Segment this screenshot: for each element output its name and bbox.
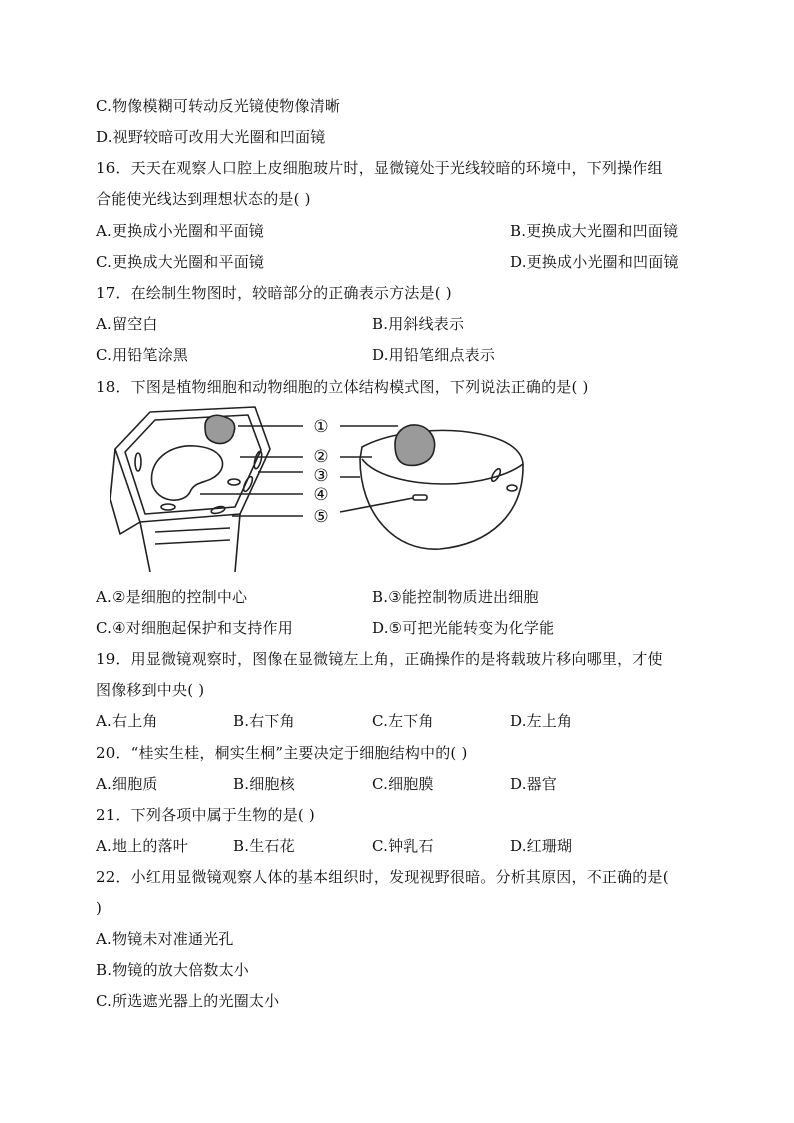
q17-option-c: C.用铅笔涂黑 (96, 346, 189, 364)
q21-option-c: C.钟乳石 (372, 837, 434, 855)
plant-nucleus (205, 415, 235, 443)
plant-vacuole (151, 446, 222, 500)
q21-option-a: A.地上的落叶 (96, 837, 189, 855)
q18-stem: 18．下图是植物细胞和动物细胞的立体结构模式图，下列说法正确的是( ) (96, 378, 589, 396)
q18-option-d: D.⑤可把光能转变为化学能 (372, 619, 555, 637)
q21-stem: 21．下列各项中属于生物的是( ) (96, 806, 315, 824)
q21-option-b: B.生石花 (233, 837, 295, 855)
q18-option-c: C.④对细胞起保护和支持作用 (96, 619, 293, 637)
plant-cell-wall-side (140, 514, 240, 572)
q18-option-a: A.②是细胞的控制中心 (96, 588, 248, 606)
label-2: ② (313, 447, 329, 467)
q16-option-d: D.更换成小光圈和凹面镜 (510, 253, 679, 271)
q22-stem-line1: 22．小红用显微镜观察人体的基本组织时，发现视野很暗。分析其原因，不正确的是( (96, 868, 669, 886)
prev-option-d: D.视野较暗可改用大光圈和凹面镜 (96, 128, 326, 146)
q17-stem: 17．在绘制生物图时，较暗部分的正确表示方法是( ) (96, 284, 452, 302)
q16-stem-line2: 合能使光线达到理想状态的是( ) (96, 190, 311, 208)
q19-option-c: C.左下角 (372, 712, 434, 730)
label-5: ⑤ (313, 507, 329, 527)
plant-chloroplast-4 (161, 504, 175, 510)
q17-option-d: D.用铅笔细点表示 (372, 346, 496, 364)
q19-stem-line2: 图像移到中央( ) (96, 681, 205, 699)
q18-option-b: B.③能控制物质进出细胞 (372, 588, 539, 606)
plant-chloroplast-3 (242, 475, 254, 492)
animal-organelle-3 (413, 495, 427, 500)
q20-option-b: B.细胞核 (233, 775, 295, 793)
q22-option-c: C.所选遮光器上的光圈太小 (96, 992, 280, 1010)
q16-option-c: C.更换成大光圈和平面镜 (96, 253, 265, 271)
q16-stem-line1: 16．天天在观察人口腔上皮细胞玻片时，显微镜处于光线较暗的环境中，下列操作组 (96, 159, 663, 177)
q19-option-d: D.左上角 (510, 712, 573, 730)
animal-cell-body (360, 430, 523, 549)
cell-structure-figure (110, 404, 550, 574)
q22-option-b: B.物镜的放大倍数太小 (96, 961, 249, 979)
label-3: ③ (313, 466, 329, 486)
q21-option-d: D.红珊瑚 (510, 837, 573, 855)
animal-nucleus (395, 425, 435, 466)
plant-cell-membrane (125, 415, 261, 514)
q19-option-b: B.右下角 (233, 712, 295, 730)
q22-stem-line2: ) (96, 899, 103, 917)
q17-option-a: A.留空白 (96, 315, 158, 333)
label-1: ① (313, 417, 329, 437)
animal-cell-top-edge (362, 459, 523, 484)
plant-chloroplast-5 (210, 505, 225, 514)
plant-chloroplast-1 (135, 453, 141, 471)
q20-stem: 20．“桂实生桂，桐实生桐”主要决定于细胞结构中的( ) (96, 744, 468, 762)
q19-stem-line1: 19．用显微镜观察时，图像在显微镜左上角，正确操作的是将载玻片移向哪里，才使 (96, 650, 663, 668)
label-line-3 (258, 472, 360, 477)
label-4: ④ (313, 485, 329, 505)
prev-option-c: C.物像模糊可转动反光镜使物像清晰 (96, 97, 341, 115)
q22-option-a: A.物镜未对准通光孔 (96, 930, 234, 948)
plant-cell-wall-stripes (155, 528, 230, 544)
q17-option-b: B.用斜线表示 (372, 315, 465, 333)
q20-option-d: D.器官 (510, 775, 558, 793)
q19-option-a: A.右上角 (96, 712, 158, 730)
q16-option-a: A.更换成小光圈和平面镜 (96, 222, 265, 240)
q20-option-a: A.细胞质 (96, 775, 158, 793)
animal-organelle-2 (507, 485, 517, 491)
plant-chloroplast-6 (228, 479, 240, 485)
q16-option-b: B.更换成大光圈和凹面镜 (510, 222, 679, 240)
q20-option-c: C.细胞膜 (372, 775, 434, 793)
plant-cell-wall-top (115, 407, 270, 522)
